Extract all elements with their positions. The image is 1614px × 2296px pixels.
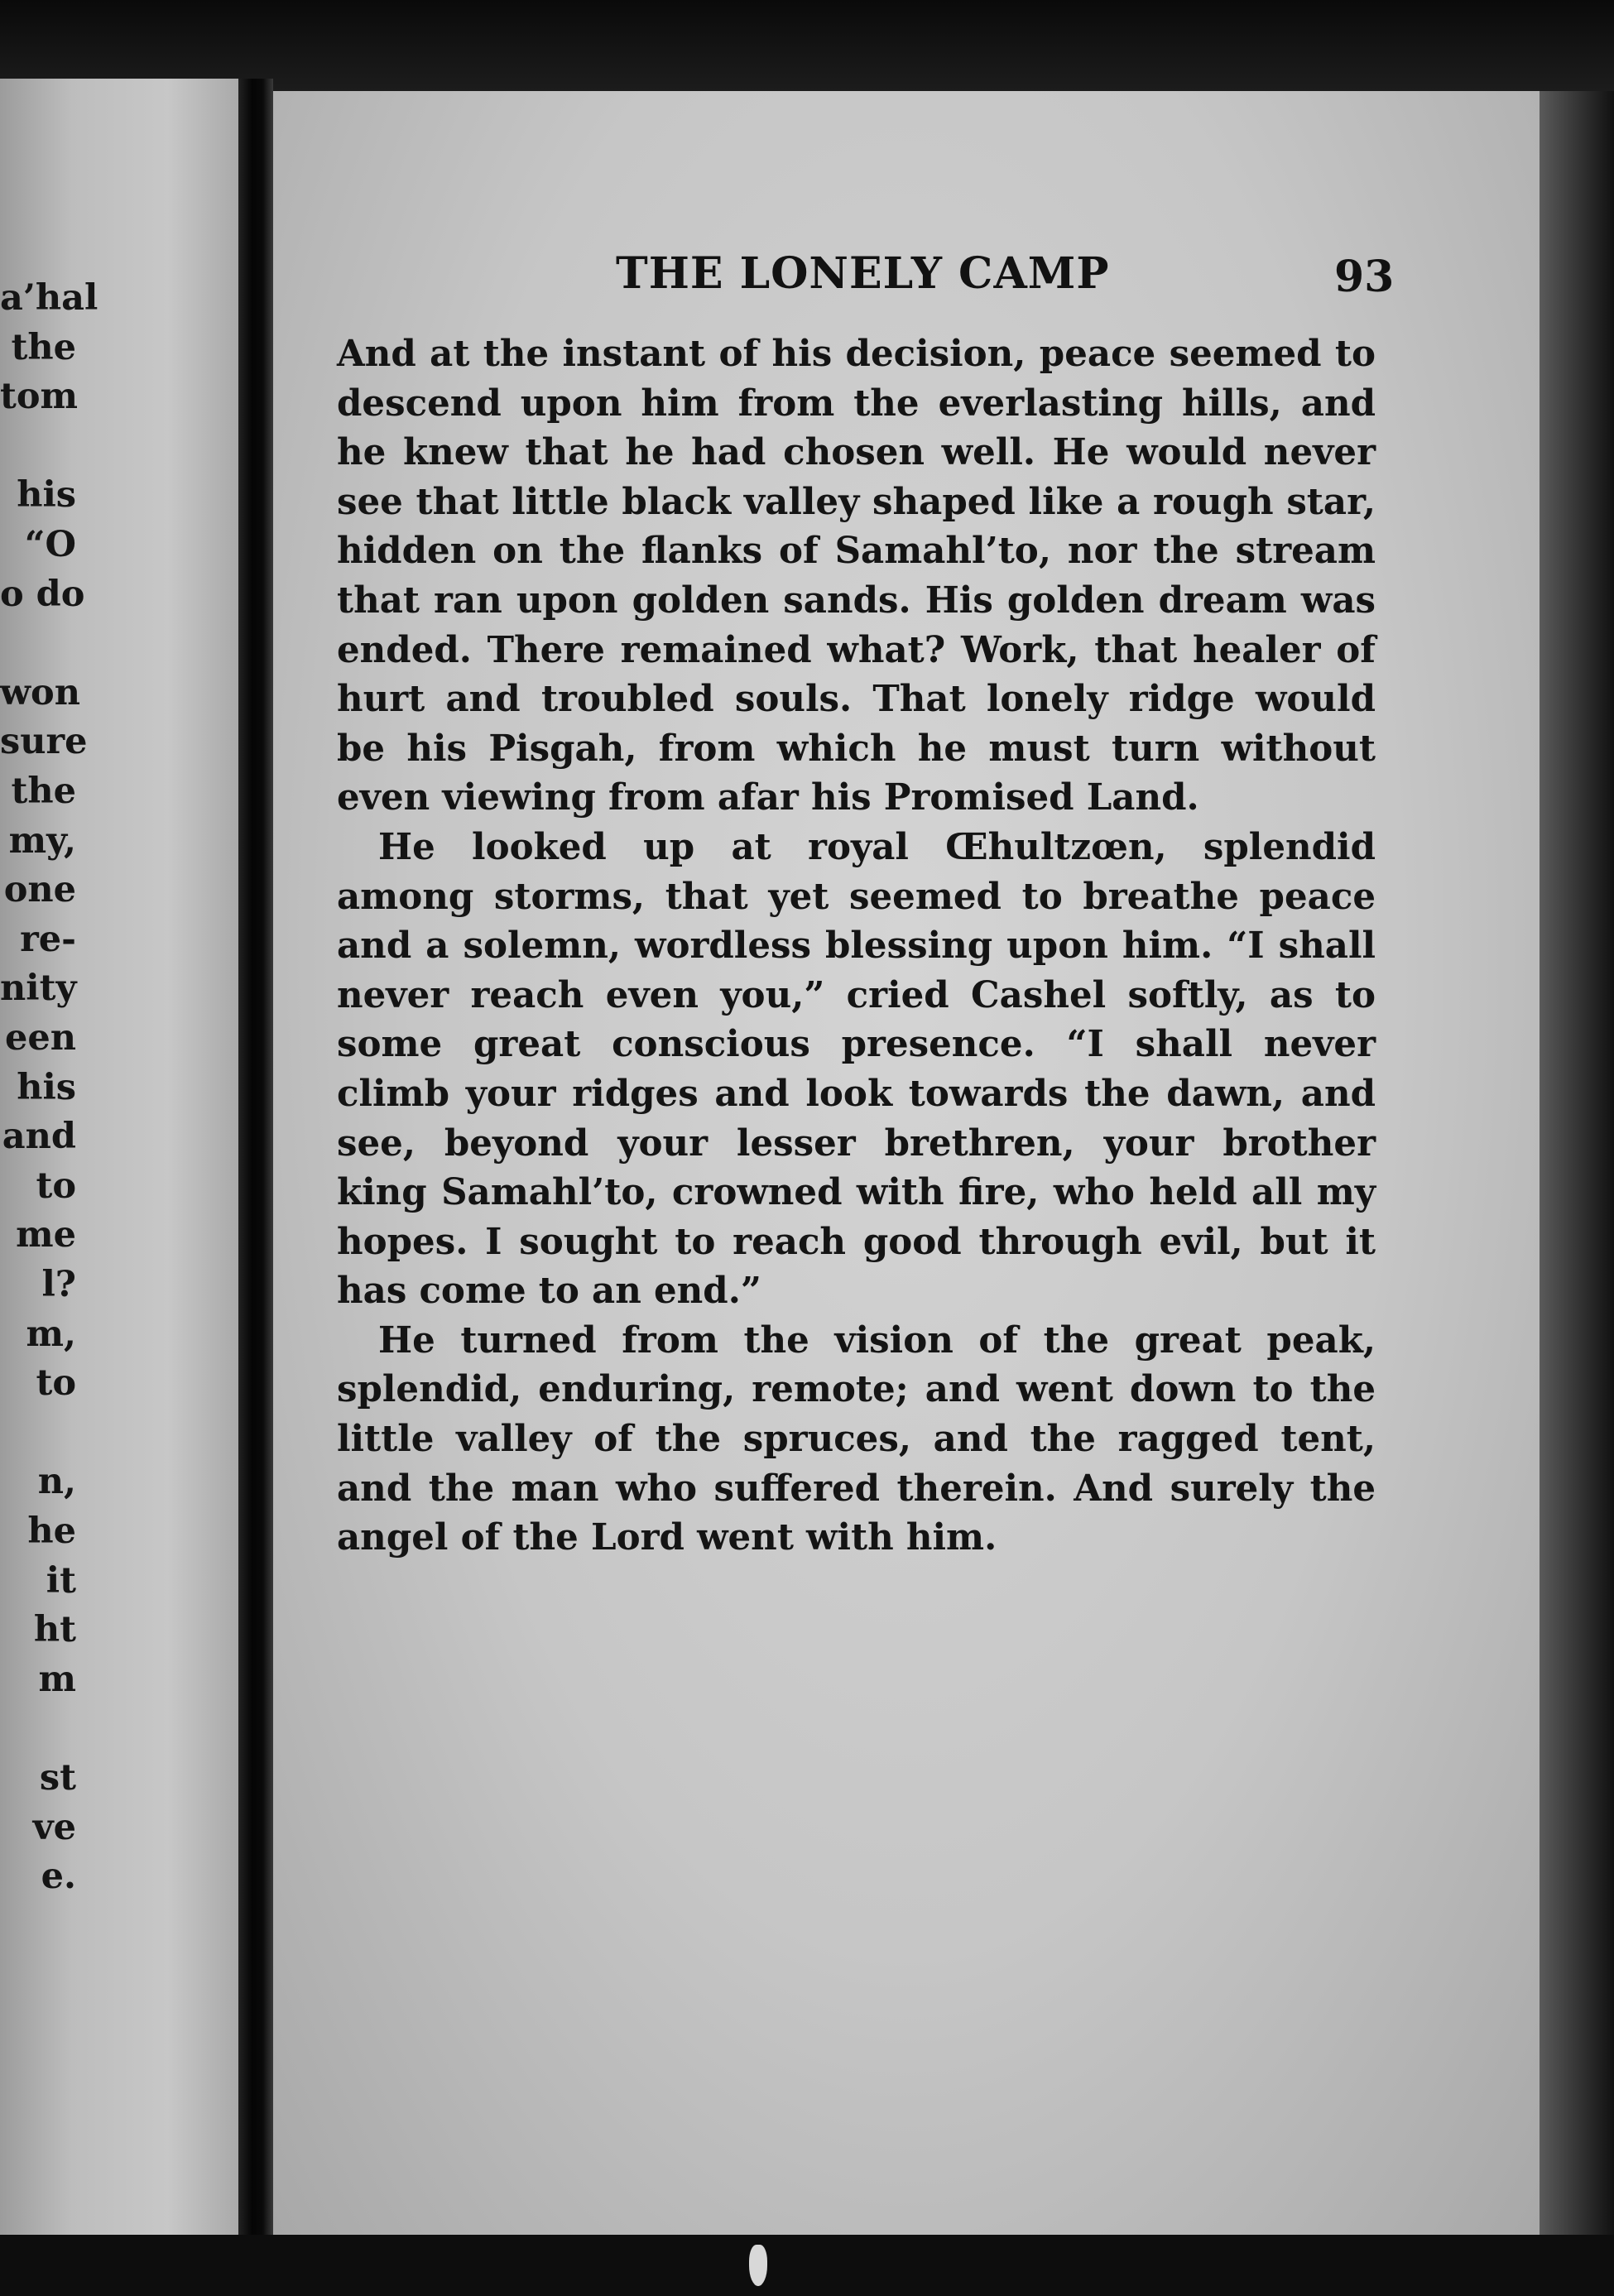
- facing-page-fragment: sure: [0, 721, 88, 763]
- running-title: THE LONELY CAMP: [616, 248, 1110, 299]
- facing-page-fragment: ve: [32, 1806, 76, 1848]
- facing-page-fragment: l?: [41, 1264, 76, 1305]
- facing-page-fragment: n,: [37, 1461, 76, 1503]
- facing-page-fragment: ht: [33, 1609, 76, 1651]
- facing-page-fragment: the: [11, 771, 76, 812]
- facing-page-fragment: his: [17, 1066, 76, 1108]
- facing-page-fragment: and: [2, 1116, 76, 1158]
- facing-page-fragment: a’hal: [0, 277, 98, 319]
- facing-page-fragment: re-: [20, 918, 76, 960]
- film-border-top: [0, 0, 1614, 91]
- facing-page-fragment: “O: [24, 524, 76, 565]
- facing-page-fragment: o do: [0, 573, 85, 615]
- page-edge-shadow: [1540, 91, 1614, 2235]
- facing-page-fragment: me: [16, 1214, 76, 1256]
- facing-page-fragment: to: [36, 1362, 76, 1405]
- facing-page-fragments: [0, 79, 240, 2235]
- facing-page-fragment: his: [17, 474, 76, 516]
- facing-page-fragment: een: [5, 1017, 76, 1059]
- facing-page-fragment: my,: [8, 819, 76, 862]
- facing-page-left: [0, 79, 240, 2235]
- facing-page-fragment: tom: [0, 376, 79, 418]
- body-text: [337, 329, 1376, 1563]
- facing-page-fragment: m,: [26, 1313, 76, 1355]
- paragraph-1: And at the instant of his decision, peace seemed to descend upon him from the everlasting hills, and he knew that he had chosen well. He would never see that little black valley shaped like a rough star, hidden on the flanks of Samahl’to, nor the stream that ran upon golden sands. His golden dream was ended. There remained what? Work, that healer of hurt and troubled souls. That lonely ridge would be his Pisgah, from which he must turn without even viewing from afar his Promised Land.: [337, 333, 1376, 819]
- facing-page-fragment: one: [3, 869, 76, 911]
- facing-page-fragment: st: [39, 1757, 76, 1799]
- facing-page-fragment: the: [11, 326, 76, 368]
- paragraph-2: He looked up at royal Œhultzœn, splendid among storms, that yet seemed to breathe peace and a solemn, wordless blessing upon him. “I shall never reach even you,” cried Cashel softly, as to some great conscious presence. “I shall never climb your ridges and look towards the dawn, and see, beyond your lesser brethren, your brother king Samahl’to, crowned with fire, who held all my hopes. I sought to reach good through evil, but it has come to an end.”: [337, 825, 1376, 1313]
- facing-page-fragment: e.: [41, 1856, 76, 1898]
- film-border-bottom: [0, 2235, 1614, 2296]
- paragraph-3: He turned from the vision of the great peak, splendid, enduring, remote; and went down to the little valley of the spruces, and the ragged tent, and the man who suffered therein. And surely the angel of the Lord went with him.: [337, 1319, 1376, 1559]
- facing-page-fragment: m: [38, 1658, 76, 1700]
- book-gutter: [238, 79, 273, 2235]
- facing-page-fragment: nity: [0, 968, 77, 1010]
- facing-page-fragment: he: [27, 1511, 76, 1552]
- facing-page-fragment: it: [46, 1559, 76, 1602]
- page-number: 93: [1334, 252, 1395, 302]
- film-sprocket-icon: [749, 2245, 767, 2286]
- facing-page-fragment: to: [36, 1165, 76, 1207]
- facing-page-fragment: won: [0, 671, 80, 713]
